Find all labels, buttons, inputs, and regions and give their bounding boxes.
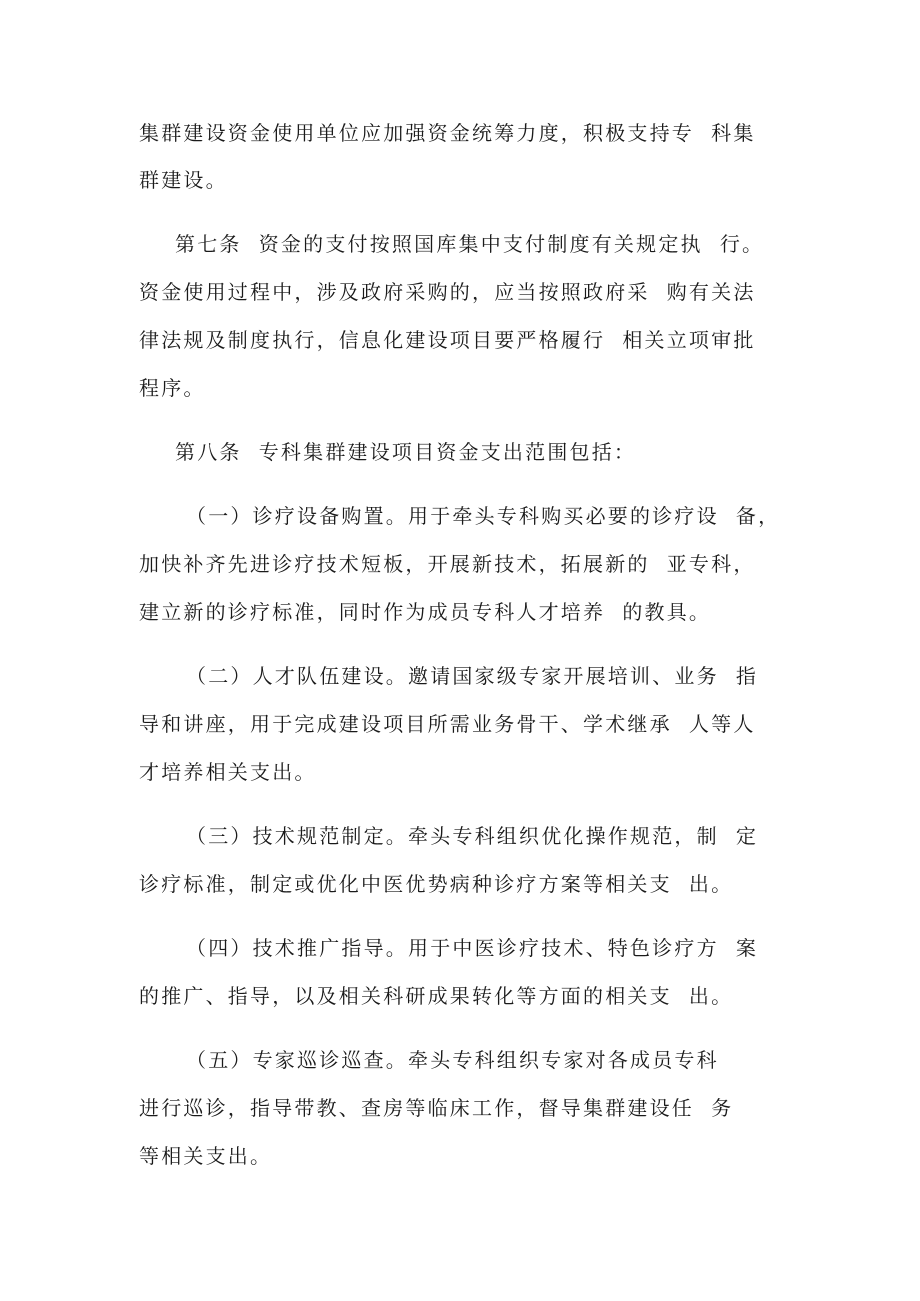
text-line: 资金使用过程中，涉及政府采购的，应当按照政府采 购有关法 [139, 280, 756, 304]
text-line: （三）技术规范制定。牵头专科组织优化操作规范，制 定 [186, 824, 759, 848]
text-line: 诊疗标准，制定或优化中医优势病种诊疗方案等相关支 出。 [139, 872, 734, 896]
text-line: 导和讲座，用于完成建设项目所需业务骨干、学术继承 人等人 [139, 712, 756, 736]
text-line: 集群建设资金使用单位应加强资金统筹力度，积极支持专 科集 [139, 121, 756, 145]
text-line: 第八条 专科集群建设项目资金支出范围包括： [175, 440, 637, 464]
text-line: （二）人才队伍建设。邀请国家级专家开展培训、业务 指 [186, 664, 759, 688]
text-line: 等相关支出。 [139, 1144, 273, 1168]
text-line: 建立新的诊疗标准，同时作为成员专科人才培养 的教具。 [139, 600, 712, 624]
text-line: （一）诊疗设备购置。用于牵头专科购买必要的诊疗设 备， [186, 504, 781, 528]
text-line: 律法规及制度执行，信息化建设项目要严格履行 相关立项审批 [139, 328, 756, 352]
text-line: 程序。 [139, 376, 206, 400]
text-line: 的推广、指导，以及相关科研成果转化等方面的相关支 出。 [139, 984, 734, 1008]
text-line: 群建设。 [139, 168, 228, 192]
text-line: 第七条 资金的支付按照国库集中支付制度有关规定执 行。 [175, 232, 765, 256]
text-line: （五）专家巡诊巡查。牵头专科组织专家对各成员专科 [186, 1048, 719, 1072]
text-line: 进行巡诊，指导带教、查房等临床工作，督导集群建设任 务 [139, 1096, 734, 1120]
text-line: 加快补齐先进诊疗技术短板，开展新技术，拓展新的 亚专科， [139, 552, 756, 576]
text-line: （四）技术推广指导。用于中医诊疗技术、特色诊疗方 案 [186, 936, 759, 960]
text-line: 才培养相关支出。 [139, 760, 317, 784]
